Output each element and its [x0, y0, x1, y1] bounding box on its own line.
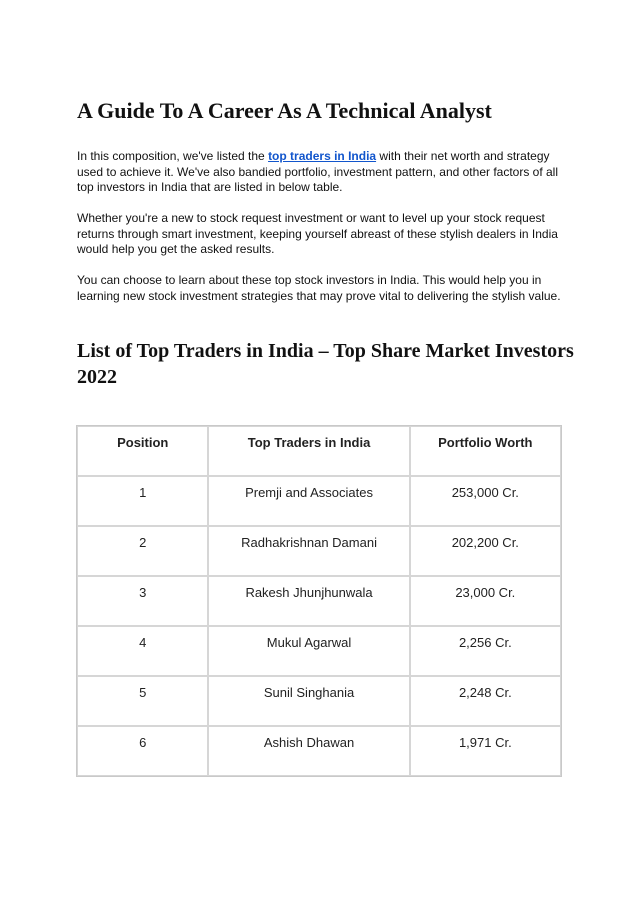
top-traders-link[interactable]: top traders in India [268, 149, 377, 163]
table-row [77, 726, 561, 776]
cell-position: 6 [77, 726, 208, 776]
cell-trader: Premji and Associates [208, 476, 409, 526]
table-row [77, 526, 561, 576]
table-row [77, 626, 561, 676]
cell-trader: Mukul Agarwal [208, 626, 409, 676]
cell-position: 4 [77, 626, 208, 676]
table-row [77, 576, 561, 626]
cell-position: 1 [77, 476, 208, 526]
cell-portfolio-worth: 23,000 Cr. [410, 576, 561, 626]
cell-position: 2 [77, 526, 208, 576]
cell-portfolio-worth: 1,971 Cr. [410, 726, 561, 776]
header-portfolio-worth: Portfolio Worth [410, 426, 561, 476]
cell-trader: Radhakrishnan Damani [208, 526, 409, 576]
cell-trader: Ashish Dhawan [208, 726, 409, 776]
header-position: Position [77, 426, 208, 476]
cell-portfolio-worth: 2,256 Cr. [410, 626, 561, 676]
cell-position: 3 [77, 576, 208, 626]
cell-portfolio-worth: 253,000 Cr. [410, 476, 561, 526]
cell-position: 5 [77, 676, 208, 726]
cell-trader: Rakesh Jhunjhunwala [208, 576, 409, 626]
table-header-row [77, 426, 561, 476]
intro-text-after: with their net worth and strategy used to achieve it. We've also bandied portfolio, investment pattern, and other factors of all top investors in India that are listed in below table. [77, 149, 559, 194]
section-title: List of Top Traders in India – Top Share Market Investors 2022 [77, 340, 574, 388]
header-trader: Top Traders in India [208, 426, 409, 476]
intro-text-before: In this composition, we've listed the [77, 149, 269, 163]
traders-table [76, 425, 562, 777]
body-paragraph-2: Whether you're a new to stock request investment or want to level up your stock request returns through smart investment, keeping yourself abreast of these stylish dealers in India would help you get the asked results. [77, 211, 558, 256]
intro-paragraph [77, 149, 567, 196]
table-row [77, 476, 561, 526]
cell-portfolio-worth: 2,248 Cr. [410, 676, 561, 726]
table-row [77, 676, 561, 726]
page-title: A Guide To A Career As A Technical Analyst [77, 98, 492, 123]
cell-portfolio-worth: 202,200 Cr. [410, 526, 561, 576]
cell-trader: Sunil Singhania [208, 676, 409, 726]
body-paragraph-3: You can choose to learn about these top stock investors in India. This would help you in learning new stock investment strategies that may prove vital to delivering the stylish value. [77, 273, 561, 303]
